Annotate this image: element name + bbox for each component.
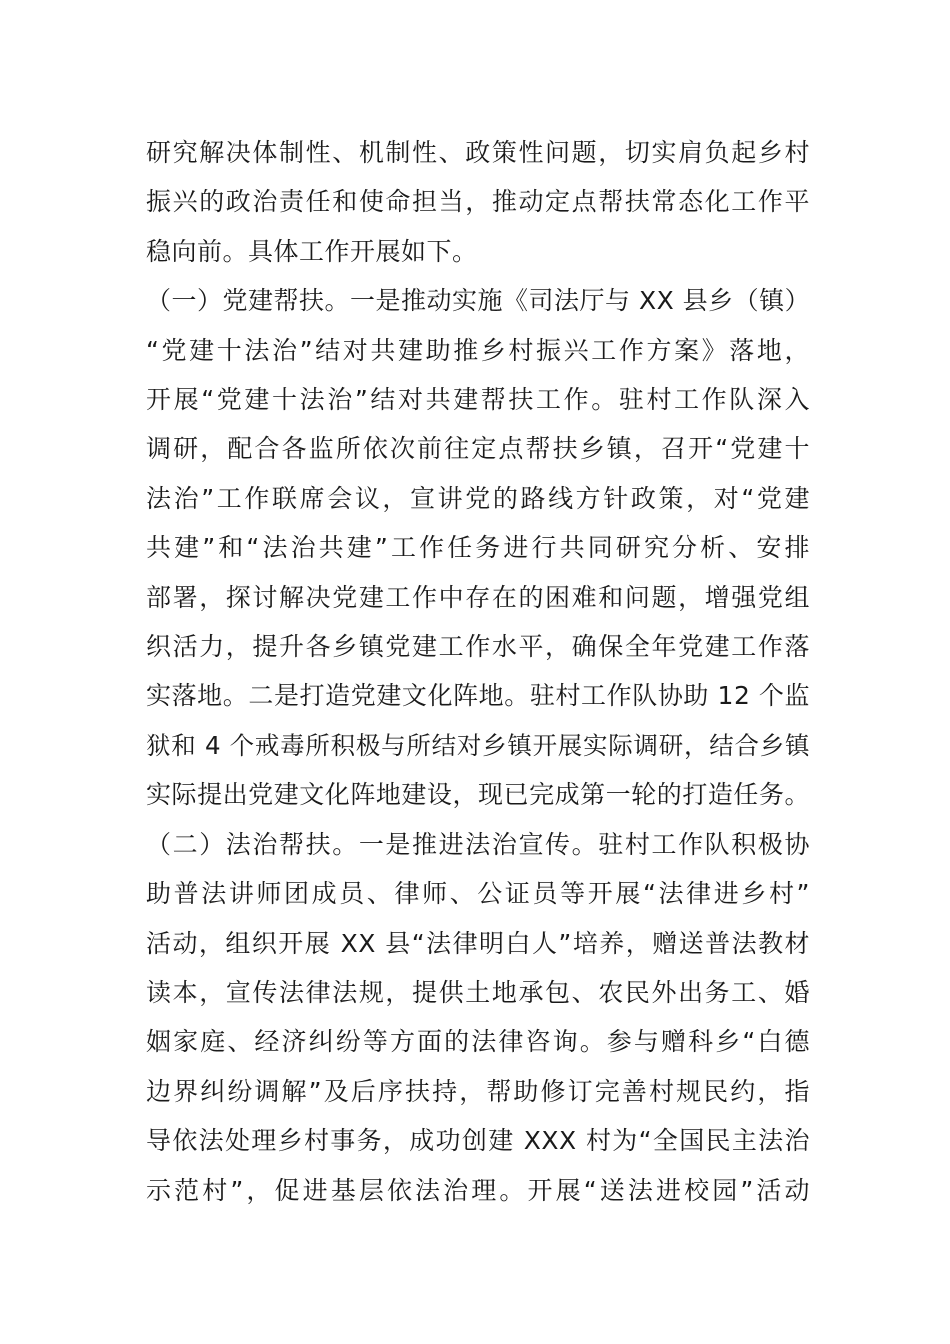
text-line: 开展“党建十法治”结对共建帮扶工作。驻村工作队深入	[146, 385, 810, 415]
text-line: 法治”工作联席会议，宣讲党的路线方针政策，对“党建	[146, 483, 810, 513]
text-line: 狱和 4 个戒毒所积极与所结对乡镇开展实际调研，结合乡镇	[146, 730, 810, 760]
text-line: 助普法讲师团成员、律师、公证员等开展“法律进乡村”	[146, 879, 810, 909]
text-line: 实际提出党建文化阵地建设，现已完成第一轮的打造任务。	[146, 780, 810, 810]
text-line: （二）法治帮扶。一是推进法治宣传。驻村工作队积极协	[146, 829, 810, 859]
text-line: 姻家庭、经济纠纷等方面的法律咨询。参与赠科乡“白德	[146, 1027, 810, 1057]
text-line: 活动，组织开展 XX 县“法律明白人”培养，赠送普法教材	[146, 928, 810, 958]
text-line: 部署，探讨解决党建工作中存在的困难和问题，增强党组	[146, 582, 810, 612]
text-line: 实落地。二是打造党建文化阵地。驻村工作队协助 12 个监	[146, 681, 810, 711]
text-line: 研究解决体制性、机制性、政策性问题，切实肩负起乡村	[146, 138, 810, 167]
text-line: 读本，宣传法律法规，提供土地承包、农民外出务工、婚	[146, 977, 810, 1007]
text-line: 织活力，提升各乡镇党建工作水平，确保全年党建工作落	[146, 632, 810, 662]
text-line: 调研，配合各监所依次前往定点帮扶乡镇，召开“党建十	[146, 434, 810, 464]
text-line: 振兴的政治责任和使命担当，推动定点帮扶常态化工作平	[146, 187, 810, 217]
text-line: 示范村”，促进基层依法治理。开展“送法进校园”活动	[146, 1175, 810, 1205]
text-line: （一）党建帮扶。一是推动实施《司法厅与 XX 县乡（镇）	[146, 286, 811, 316]
text-line: 边界纠纷调解”及后序扶持，帮助修订完善村规民约，指	[146, 1076, 810, 1106]
text-line: 稳向前。具体工作开展如下。	[146, 236, 478, 266]
body-text	[146, 128, 810, 1215]
text-line: 导依法处理乡村事务，成功创建 XXX 村为“全国民主法治	[146, 1126, 810, 1156]
text-line: 共建”和“法治共建”工作任务进行共同研究分析、安排	[146, 533, 810, 563]
text-line: “党建十法治”结对共建助推乡村振兴工作方案》落地，	[146, 335, 810, 365]
